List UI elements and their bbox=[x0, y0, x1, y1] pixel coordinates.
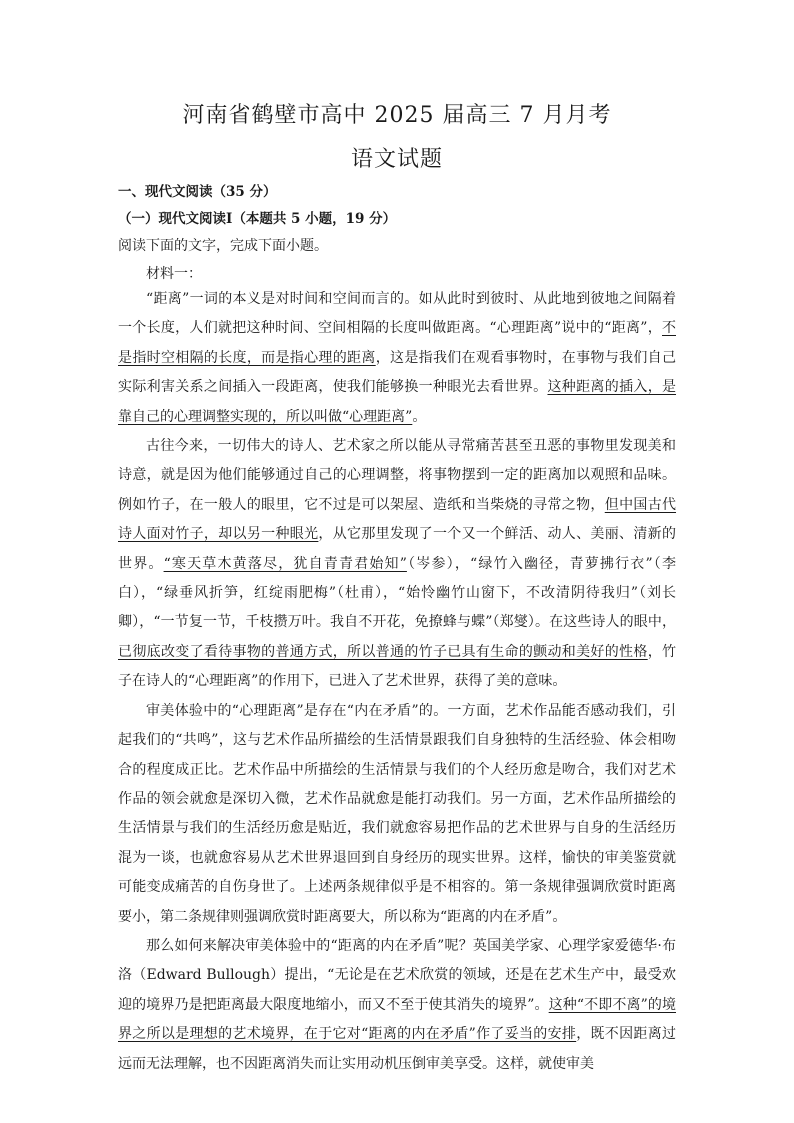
sub-section-heading: （一）现代文阅读Ⅰ（本题共 5 小题，19 分） bbox=[118, 211, 397, 227]
paragraph-text: （岑参），“绿竹入幽径，青萝拂行衣”（李白），“绿垂风折笋，红绽雨肥梅”（杜甫），“始怜幽竹山窗下，不改清阴待我归”（刘长卿），“一节复一节，千枝攒万叶。我自不开花，免撩蜂与蝶”（郑燮）。在这些诗人的眼中， bbox=[118, 555, 676, 631]
paragraph-text: ，竹子在诗人的“心理距离”的作用下，已进入了艺术世界，获得了美的意味。 bbox=[118, 643, 677, 690]
paragraph-text: 。 bbox=[412, 408, 427, 425]
paragraph-4 bbox=[118, 932, 676, 1079]
paragraph-text: 审美体验中的“心理距离”是存在“内在矛盾”的。一方面，艺术作品能否感动我们，引起我们的“共鸣”，这与艺术作品所描绘的生活情景跟我们自身独特的生活经验、体会相吻合的程度成正比。艺术作品中所描绘的生活情景与我们的个人经历愈是吻合，我们对艺术作品的领会就愈是深切入微，艺术作品就愈是能打动我们。另一方面，艺术作品所描绘的生活情景与我们的生活经历愈是贴近，我们就愈容易把作品的艺术世界与自身的生活经历混为一谈，也就愈容易从艺术世界退回到自身经历的现实世界。这样，愉快的审美鉴赏就可能变成痛苦的自伤身世了。上述两条规律似乎是不相容的。第一条规律强调欣赏时距离要小，第二条规律则强调欣赏时距离要大，所以称为“距离的内在矛盾”。 bbox=[118, 702, 676, 925]
exam-title: 河南省鹤壁市高中 2025 届高三 7 月月考 bbox=[182, 103, 612, 128]
section-heading: 一、现代文阅读（35 分） bbox=[118, 184, 277, 200]
paragraph-1 bbox=[118, 285, 676, 432]
paragraph-3 bbox=[118, 697, 676, 932]
underlined-text: 已彻底改变了看待事物的普通方式，所以普通的竹子已具有生命的颤动和美好的性格 bbox=[118, 643, 648, 660]
paragraph-text: “距离”一词的本义是对时间和空间而言的。如从此时到彼时、从此地到彼地之间隔着一个长度，人们就把这种时间、空间相隔的长度叫做距离。“心理距离”说中的“距离”， bbox=[118, 291, 676, 337]
reading-instruction: 阅读下面的文字，完成下面小题。 bbox=[118, 238, 328, 254]
underlined-text: 这种距离的插入，是靠自己的心理调整实现的，所以叫做“心理距离” bbox=[118, 379, 677, 425]
article-body bbox=[118, 285, 676, 1079]
exam-subtitle: 语文试题 bbox=[350, 147, 443, 172]
paragraph-text: ，从它那里发现了一个又一个鲜活、动人、美丽、清新的世界。 bbox=[118, 526, 676, 572]
paragraph-text: ，这是指我们在观看事物时，在事物与我们自己实际利害关系之间插入一段距离，使我们能够换一种眼光去看世界。 bbox=[118, 349, 677, 396]
paragraph-text: ，既不因距离过远而无法理解，也不因距离消失而让实用动机压倒审美享受。这样，就使审美 bbox=[118, 1026, 676, 1072]
paragraph-text: 古往今来，一切伟大的诗人、艺术家之所以能从寻常痛苦甚至丑恶的事物里发现美和诗意，就是因为他们能够通过自己的心理调整，将事物摆到一定的距离加以观照和品味。例如竹子，在一般人的眼里，它不过是可以架屋、造纸和当柴烧的寻常之物， bbox=[118, 438, 676, 513]
underlined-text: 但中国古代诗人面对竹子，却以另一种眼光 bbox=[118, 496, 677, 543]
paragraph-text: 那么如何来解决审美体验中的“距离的内在矛盾”呢？英国美学家、心理学家爱德华·布洛（Edward Bullough）提出，“无论是在艺术欣赏的领域，还是在艺术生产中，最受欢迎的境界乃是把距离最大限度地缩小，而又不至于使其消失的境界”。 bbox=[118, 937, 676, 1013]
underlined-text: 这种“不即不离”的境界之所以是理想的艺术境界，在于它对“距离的内在矛盾”作了妥当的安排 bbox=[118, 996, 676, 1043]
paragraph-2 bbox=[118, 432, 676, 697]
underlined-text: “寒天草木黄落尽，犹自青青君始知” bbox=[163, 555, 407, 572]
underlined-text: 不是指时空相隔的长度，而是指心理的距离 bbox=[118, 320, 676, 366]
material-label: 材料一： bbox=[146, 266, 202, 282]
